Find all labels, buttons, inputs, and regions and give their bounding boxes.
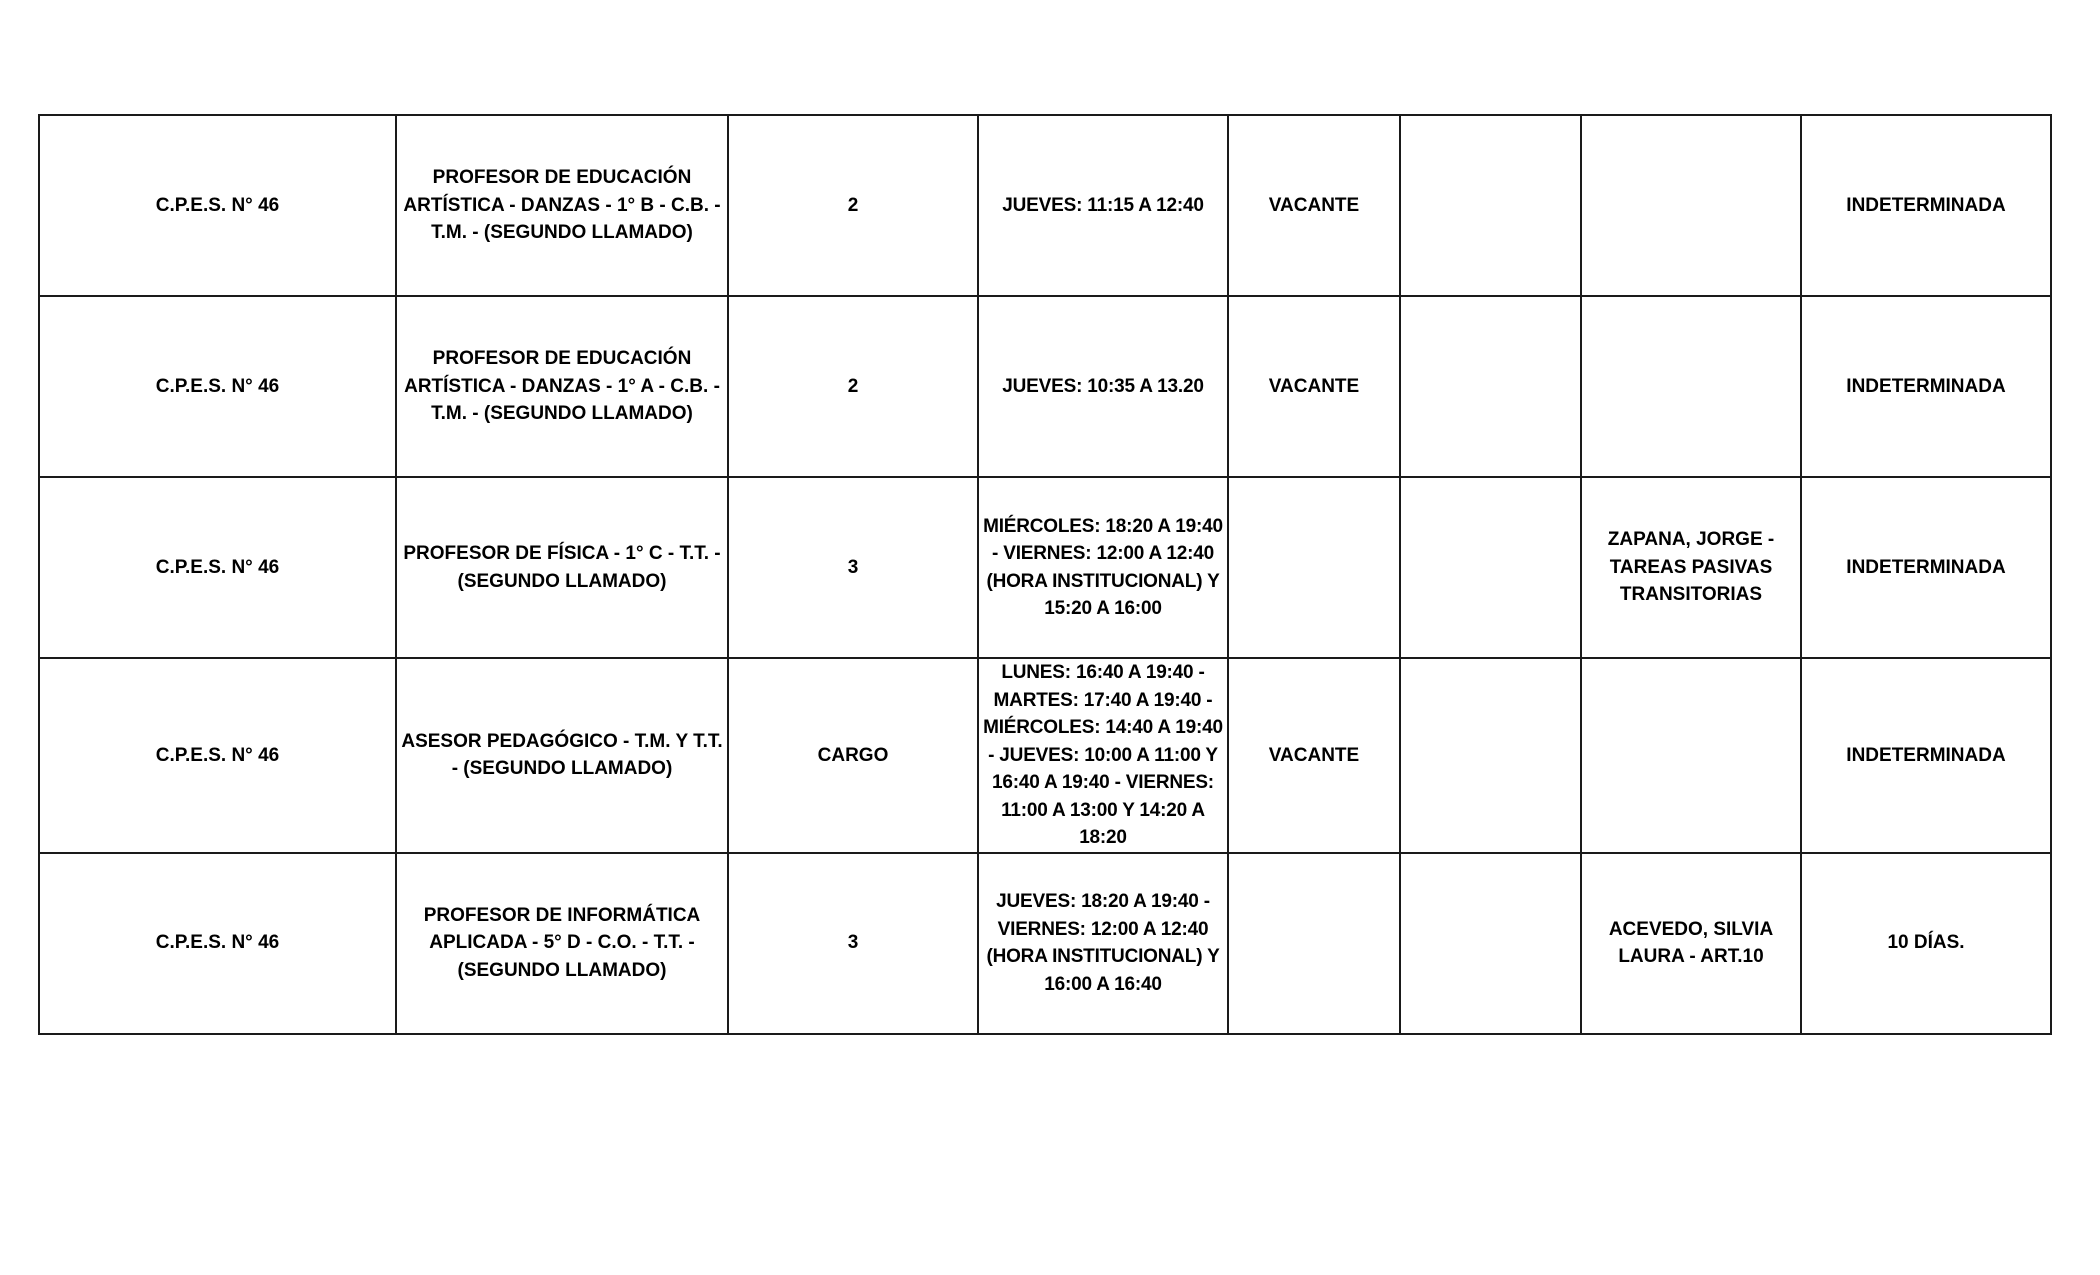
status-cell: VACANTE [1228,658,1400,853]
table-row [39,477,2051,658]
schedule-cell: JUEVES: 10:35 A 13.20 [978,296,1228,477]
status-cell: VACANTE [1228,296,1400,477]
status-cell [1228,477,1400,658]
schedule-cell: LUNES: 16:40 A 19:40 - MARTES: 17:40 A 19:40 - MIÉRCOLES: 14:40 A 19:40 - JUEVES: 10:00 A 11:00 Y 16:40 A 19:40 - VIERNES: 11:00 A 13:00 Y 14:20 A 18:20 [978,658,1228,853]
subject-cell: PROFESOR DE EDUCACIÓN ARTÍSTICA - DANZAS - 1° A - C.B. - T.M. - (SEGUNDO LLAMADO) [396,296,728,477]
schedule-cell: JUEVES: 18:20 A 19:40 - VIERNES: 12:00 A 12:40 (HORA INSTITUCIONAL) Y 16:00 A 16:40 [978,853,1228,1034]
table-row [39,115,2051,296]
empty-cell [1400,853,1581,1034]
empty-cell [1400,296,1581,477]
school-cell: C.P.E.S. N° 46 [39,477,396,658]
subject-cell: PROFESOR DE FÍSICA - 1° C - T.T. - (SEGUNDO LLAMADO) [396,477,728,658]
table-row [39,853,2051,1034]
hours-cell: 2 [728,115,978,296]
schedule-cell: MIÉRCOLES: 18:20 A 19:40 - VIERNES: 12:00 A 12:40 (HORA INSTITUCIONAL) Y 15:20 A 16:00 [978,477,1228,658]
subject-cell: PROFESOR DE EDUCACIÓN ARTÍSTICA - DANZAS - 1° B - C.B. - T.M. - (SEGUNDO LLAMADO) [396,115,728,296]
hours-cell: CARGO [728,658,978,853]
holder-cell [1581,658,1801,853]
duration-cell: INDETERMINADA [1801,477,2051,658]
holder-cell: ZAPANA, JORGE - TAREAS PASIVAS TRANSITORIAS [1581,477,1801,658]
duration-cell: INDETERMINADA [1801,115,2051,296]
holder-cell: ACEVEDO, SILVIA LAURA - ART.10 [1581,853,1801,1034]
table-row [39,658,2051,853]
empty-cell [1400,658,1581,853]
hours-cell: 3 [728,853,978,1034]
holder-cell [1581,115,1801,296]
hours-cell: 3 [728,477,978,658]
school-cell: C.P.E.S. N° 46 [39,658,396,853]
school-cell: C.P.E.S. N° 46 [39,115,396,296]
vacancy-table [38,114,2052,1035]
subject-cell: PROFESOR DE INFORMÁTICA APLICADA - 5° D - C.O. - T.T. - (SEGUNDO LLAMADO) [396,853,728,1034]
duration-cell: 10 DÍAS. [1801,853,2051,1034]
status-cell [1228,853,1400,1034]
hours-cell: 2 [728,296,978,477]
subject-cell: ASESOR PEDAGÓGICO - T.M. Y T.T. - (SEGUNDO LLAMADO) [396,658,728,853]
duration-cell: INDETERMINADA [1801,296,2051,477]
school-cell: C.P.E.S. N° 46 [39,296,396,477]
empty-cell [1400,115,1581,296]
status-cell: VACANTE [1228,115,1400,296]
school-cell: C.P.E.S. N° 46 [39,853,396,1034]
duration-cell: INDETERMINADA [1801,658,2051,853]
table-row [39,296,2051,477]
schedule-cell: JUEVES: 11:15 A 12:40 [978,115,1228,296]
empty-cell [1400,477,1581,658]
holder-cell [1581,296,1801,477]
